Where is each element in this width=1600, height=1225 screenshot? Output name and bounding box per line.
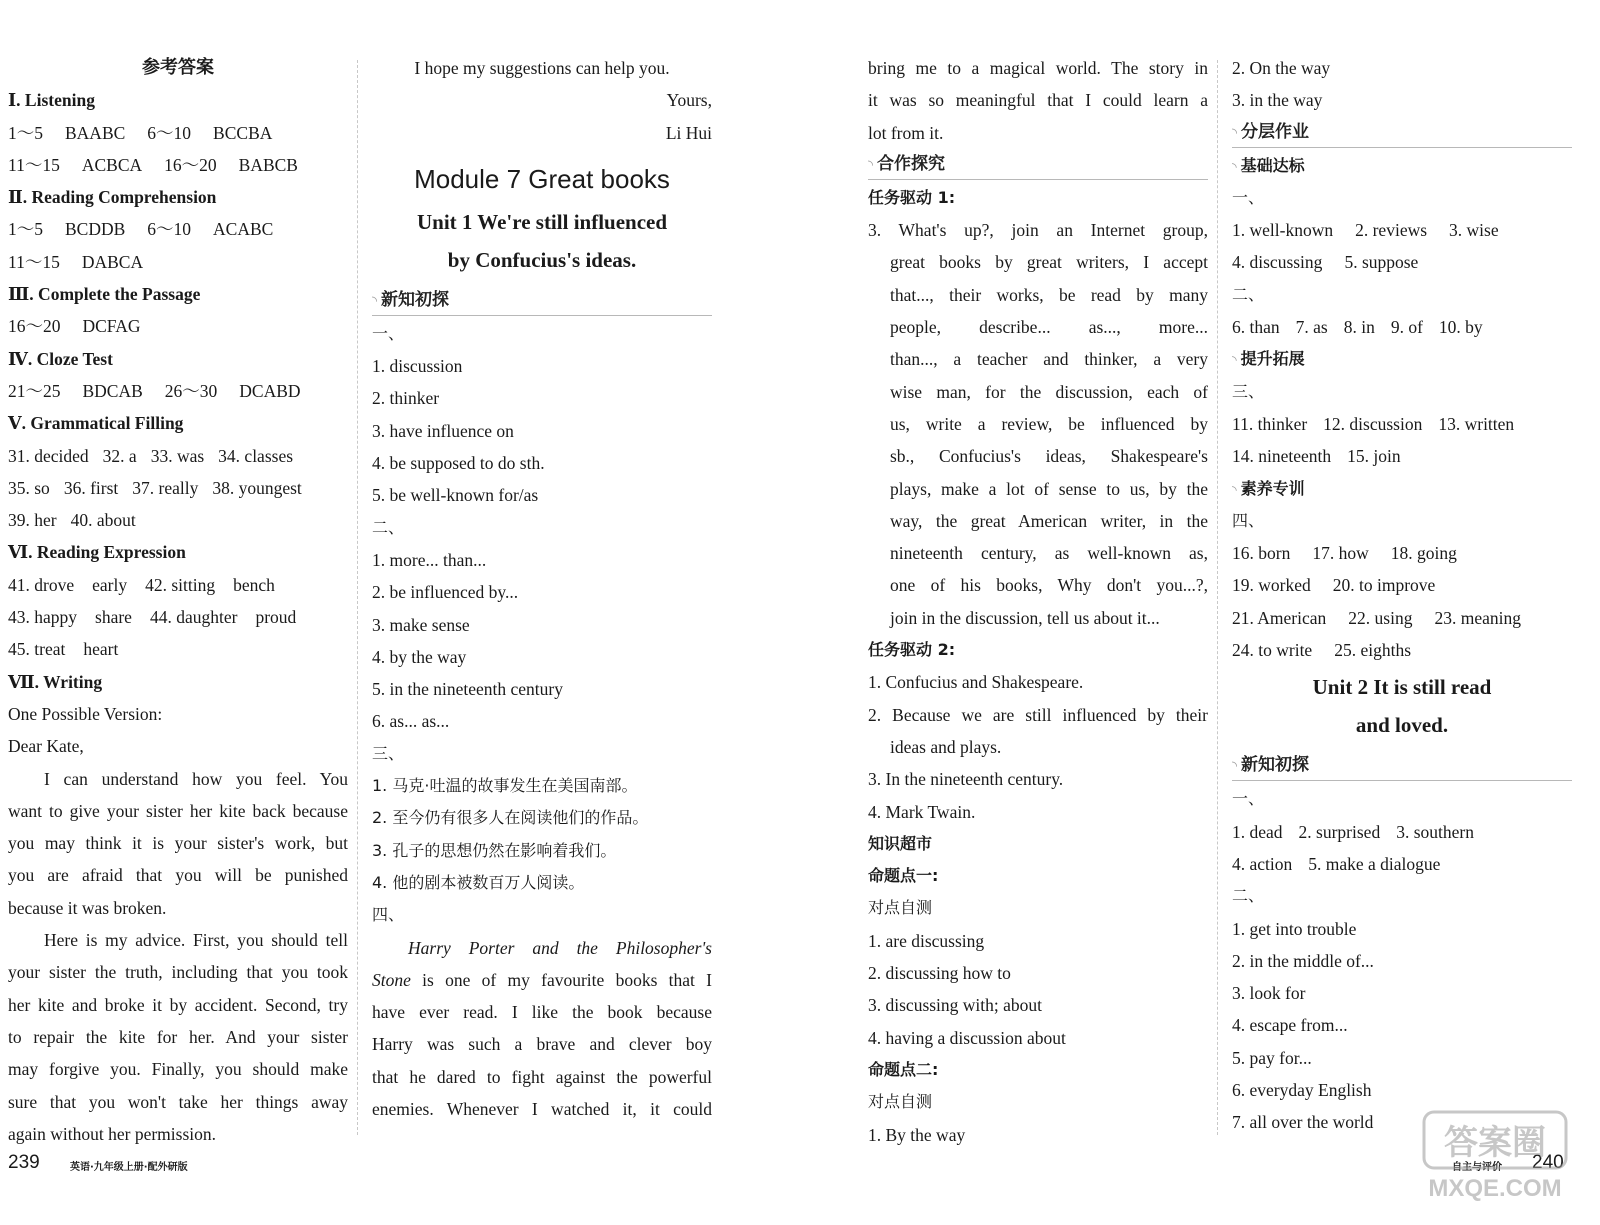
answer-line: 31. decided 32. a 33. was 34. classes [8, 445, 294, 466]
part-label: 一、 [1232, 187, 1265, 207]
part-label: 三、 [372, 743, 405, 763]
part-label: 四、 [1232, 510, 1265, 530]
letter-line: may forgive you. Finally, you should make [8, 1059, 348, 1080]
unit-title-line: by Confucius's ideas. [447, 247, 637, 272]
svg-text:MXQE.COM: MXQE.COM [1428, 1175, 1562, 1202]
version-label: One Possible Version: [8, 703, 163, 724]
answer-column-3 [868, 52, 1208, 1151]
letter-line: her kite and broke it by accident. Second, try [8, 994, 348, 1015]
answer-item: 3. discussing with; about [868, 995, 1043, 1016]
answer-column-1 [8, 52, 348, 1150]
section-cloze-heading: Ⅳ. Cloze Test [8, 348, 113, 369]
section-grammar-heading: Ⅴ. Grammatical Filling [8, 413, 184, 434]
answer-line: 11～15 DABCA [8, 251, 144, 272]
answer-line: 39. her 40. about [8, 510, 136, 531]
section-new-knowledge: ◝ 新知初探 [1232, 750, 1572, 781]
section-new-knowledge: ◝ 新知初探 [372, 285, 712, 316]
answer-line: 21～25 BDCAB 26～30 DCABD [8, 380, 301, 401]
answer-item: 1. discussion [372, 356, 463, 377]
task-line: join in the discussion, tell us about it... [890, 607, 1160, 628]
part-label: 一、 [1232, 789, 1265, 809]
letter-line: I can understand how you feel. You [44, 768, 348, 789]
part-label: 二、 [1232, 886, 1265, 906]
unit-title-line: Unit 2 It is still read [1312, 675, 1492, 700]
footer-book-title: 英语·九年级上册·配外研版 [70, 1162, 188, 1173]
part-label: 二、 [372, 517, 405, 537]
answer-line: 14. nineteenth 15. join [1232, 446, 1401, 467]
answer-item: 6. as... as... [372, 711, 450, 732]
answer-item: 3. make sense [372, 614, 470, 635]
answer-line: 24. to write 25. eighths [1232, 640, 1412, 661]
answer-line: 6. than 7. as 8. in 9. of 10. by [1232, 317, 1483, 338]
section-cooperation: ◝ 合作探究 [868, 149, 1208, 180]
task-line: 2. Because we are still influenced by their [868, 704, 1208, 725]
answer-item: 1. more... than... [372, 549, 487, 570]
answer-column-2 [372, 52, 712, 1125]
improve-heading: ◝ 提升拓展 [1232, 349, 1305, 369]
point-heading: 命题点二: [868, 1059, 939, 1079]
task-line: 4. Mark Twain. [868, 801, 976, 822]
answer-item: 4. having a discussion about [868, 1027, 1066, 1048]
section-passage-heading: Ⅲ. Complete the Passage [8, 284, 201, 305]
task-line: 3. What's up?, join an Internet group, [868, 220, 1208, 241]
answer-column-4 [1232, 52, 1572, 1139]
footer-right-text: 自主与评价 [1452, 1162, 1502, 1173]
task-line: that..., their works, be read by many [890, 284, 1208, 305]
task-line: us, write a review, be influenced by [890, 413, 1208, 434]
column-divider [1217, 60, 1218, 1135]
section-writing-heading: Ⅶ. Writing [8, 671, 103, 692]
task-heading: 任务驱动 2: [868, 640, 956, 660]
section-layered-homework: ◝ 分层作业 [1232, 117, 1572, 148]
bullet-icon: ◝ [372, 293, 378, 309]
paragraph-line: Stone is one of my favourite books that I [372, 969, 712, 990]
paragraph-line: enemies. Whenever I watched it, it could [372, 1099, 712, 1120]
answer-item: 4. 他的剧本被数百万人阅读。 [372, 872, 585, 892]
bullet-icon: ◝ [1232, 125, 1238, 141]
bullet-icon: ◝ [1232, 482, 1237, 497]
part-label: 二、 [1232, 284, 1265, 304]
answer-item: 1. By the way [868, 1124, 966, 1145]
task-line: ideas and plays. [890, 736, 1002, 757]
answer-line: 11. thinker 12. discussion 13. written [1232, 413, 1515, 434]
literacy-heading: ◝ 素养专训 [1232, 478, 1305, 498]
part-label: 四、 [372, 905, 405, 925]
answer-line: 4. discussing 5. suppose [1232, 252, 1419, 273]
letter-closing-line: I hope my suggestions can help you. [414, 58, 670, 78]
section-expression-heading: Ⅵ. Reading Expression [8, 542, 186, 563]
answer-item: 2. thinker [372, 388, 440, 409]
answer-item: 7. all over the world [1232, 1112, 1374, 1133]
bullet-icon: ◝ [868, 157, 874, 173]
letter-salutation: Dear Kate, [8, 736, 84, 757]
task-line: great books by great writers, I accept [890, 252, 1208, 273]
task-heading: 任务驱动 1: [868, 187, 956, 207]
column-divider [357, 60, 358, 1135]
answer-line: 35. so 36. first 37. really 38. youngest [8, 477, 302, 498]
letter-line: because it was broken. [8, 897, 167, 918]
answer-item: 5. pay for... [1232, 1047, 1312, 1068]
task-line: 1. Confucius and Shakespeare. [868, 672, 1084, 693]
paragraph-line: that he dared to fight against the powerful [372, 1066, 712, 1087]
letter-signature: Li Hui [665, 122, 712, 143]
paragraph-line: Harry Porter and the Philosopher's [408, 937, 712, 958]
answer-item: 1. get into trouble [1232, 918, 1357, 939]
bullet-icon: ◝ [1232, 759, 1238, 775]
answer-item: 2. On the way [1232, 58, 1331, 78]
answer-line: 16. born 17. how 18. going [1232, 543, 1457, 564]
section-listening-heading: Ⅰ. Listening [8, 90, 95, 111]
answer-line: 41. drove early 42. sitting bench [8, 574, 275, 595]
answer-line: 11～15 ACBCA 16～20 BABCB [8, 154, 298, 175]
point-heading: 命题点一: [868, 866, 939, 886]
paragraph-line: have ever read. I like the book because [372, 1002, 712, 1023]
task-line: one of his books, Why don't you...?, [890, 575, 1208, 596]
answers-title: 参考答案 [142, 57, 214, 78]
watermark-logo [1420, 1108, 1570, 1203]
answer-line: 16～20 DCFAG [8, 316, 141, 337]
self-test-label: 对点自测 [868, 1092, 933, 1112]
answer-line: 43. happy share 44. daughter proud [8, 607, 297, 628]
answer-item: 3. 孔子的思想仍然在影响着我们。 [372, 840, 617, 860]
letter-line: your sister the truth, including that you took [8, 962, 348, 983]
answer-item: 1. 马克·吐温的故事发生在美国南部。 [372, 776, 638, 796]
answer-line: 4. action 5. make a dialogue [1232, 853, 1441, 874]
task-line: nineteenth century, as well-known as, [890, 543, 1208, 564]
answer-item: 1. are discussing [868, 930, 985, 951]
page-number-left: 239 [8, 1152, 40, 1173]
task-line: than..., a teacher and thinker, a very [890, 349, 1208, 370]
answer-line: 19. worked 20. to improve [1232, 575, 1436, 596]
answer-item: 3. look for [1232, 983, 1306, 1004]
letter-line: again without her permission. [8, 1123, 217, 1144]
unit-title-line: and loved. [1355, 713, 1449, 738]
letter-line: to repair the kite for her. And your sister [8, 1026, 348, 1047]
task-line: 3. In the nineteenth century. [868, 769, 1064, 790]
answer-line: 1. dead 2. surprised 3. southern [1232, 821, 1474, 842]
page-number-right: 240 [1532, 1152, 1564, 1173]
answer-line: 1～5 BCDDB 6～10 ACABC [8, 219, 274, 240]
paragraph-line: it was so meaningful that I could learn a [868, 90, 1208, 111]
basic-heading: ◝ 基础达标 [1232, 155, 1305, 175]
task-line: wise man, for the discussion, each of [890, 381, 1208, 402]
answer-item: 2. discussing how to [868, 963, 1011, 984]
task-line: way, the great American writer, in the [890, 510, 1208, 531]
answer-item: 6. everyday English [1232, 1080, 1372, 1101]
letter-line: you are afraid that you will be punished [8, 865, 348, 886]
unit-title-line: Unit 1 We're still influenced [416, 209, 668, 234]
answer-line: 45. treat heart [8, 639, 119, 660]
answer-item: 4. by the way [372, 646, 467, 667]
part-label: 三、 [1232, 381, 1265, 401]
paragraph-line: Harry was such a brave and clever boy [372, 1034, 712, 1055]
answer-item: 2. in the middle of... [1232, 950, 1374, 971]
paragraph-line: lot from it. [868, 122, 944, 143]
letter-yours: Yours, [666, 90, 712, 111]
part-label: 一、 [372, 323, 405, 343]
bullet-icon: ◝ [1232, 353, 1237, 368]
letter-line: Here is my advice. First, you should tell [44, 930, 348, 951]
answer-item: 4. escape from... [1232, 1015, 1348, 1036]
watermark-icon [1420, 1108, 1570, 1203]
task-line: sb., Confucius's ideas, Shakespeare's [890, 446, 1208, 467]
answer-item: 4. be supposed to do sth. [372, 453, 545, 474]
svg-text:答案圈: 答案圈 [1444, 1123, 1546, 1163]
knowledge-heading: 知识超市 [868, 833, 933, 853]
letter-line: sure that you won't take her things away [8, 1091, 348, 1112]
answer-item: 2. 至今仍有很多人在阅读他们的作品。 [372, 808, 649, 828]
answer-item: 5. be well-known for/as [372, 485, 539, 506]
letter-line: want to give your sister her kite back because [8, 800, 348, 821]
answer-item: 5. in the nineteenth century [372, 679, 563, 700]
answer-line: 21. American 22. using 23. meaning [1232, 607, 1521, 628]
paragraph-line: bring me to a magical world. The story in [868, 58, 1208, 78]
task-line: plays, make a lot of sense to us, by the [890, 478, 1208, 499]
answer-item: 2. be influenced by... [372, 582, 519, 603]
answer-line: 1～5 BAABC 6～10 BCCBA [8, 122, 273, 143]
self-test-label: 对点自测 [868, 898, 933, 918]
section-reading-heading: Ⅱ. Reading Comprehension [8, 187, 217, 208]
answer-line: 1. well-known 2. reviews 3. wise [1232, 220, 1499, 241]
letter-line: you may think it is your sister's work, but [8, 833, 348, 854]
task-line: people, describe... as..., more... [890, 317, 1208, 338]
module-title: Module 7 Great books [414, 163, 670, 194]
answer-item: 3. have influence on [372, 420, 514, 441]
answer-item: 3. in the way [1232, 90, 1323, 111]
bullet-icon: ◝ [1232, 159, 1237, 174]
